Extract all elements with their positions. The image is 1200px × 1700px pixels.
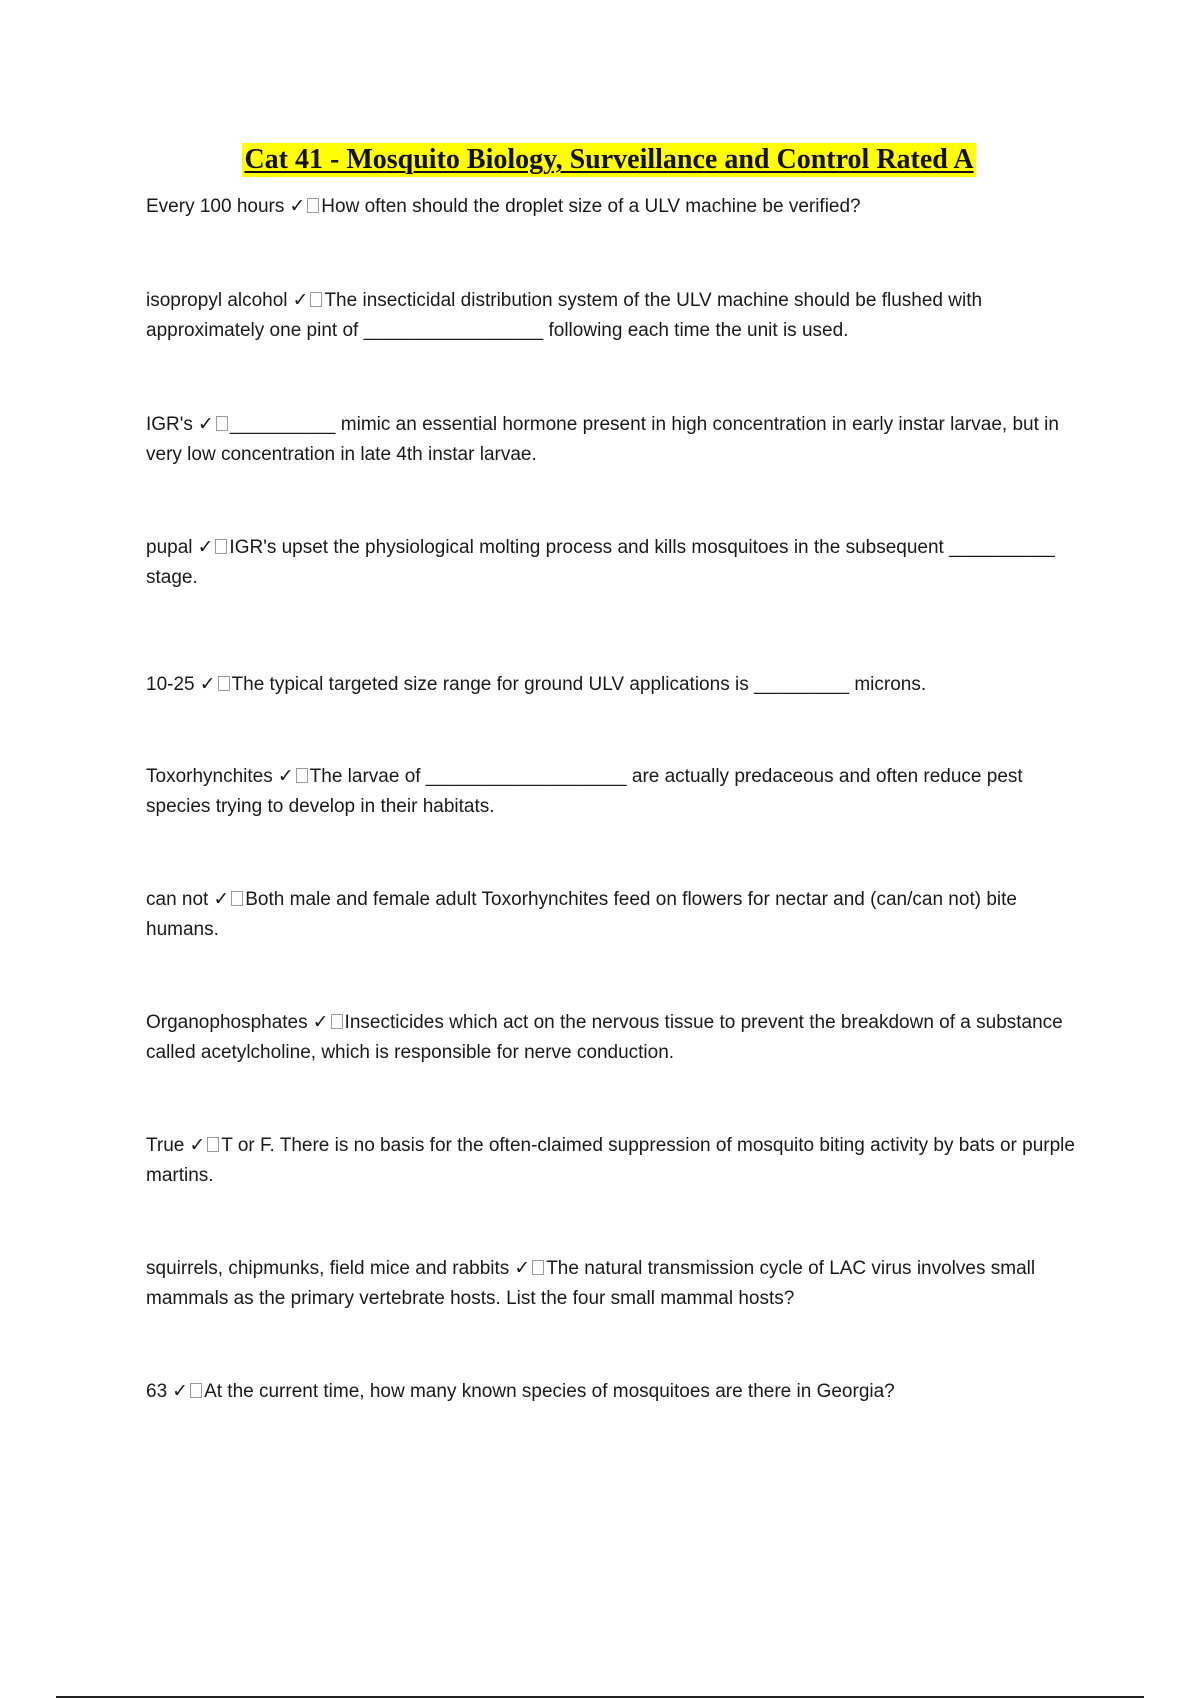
qa-item — [146, 410, 1091, 470]
qa-question: How often should the droplet size of a ULV machine be verified? — [321, 196, 861, 217]
qa-item — [146, 1377, 1091, 1407]
checkbox-box-icon — [218, 676, 230, 691]
qa-question: Insecticides which act on the nervous tissue to prevent the breakdown of a substance called acetylcholine, which is responsible for nerve conduction. — [146, 1012, 1063, 1063]
qa-question: The larvae of ___________________ are actually predaceous and often reduce pest species trying to develop in their habitats. — [146, 766, 1023, 817]
check-icon: ✓ — [312, 1012, 329, 1033]
checkbox-box-icon — [307, 198, 319, 213]
check-icon: ✓ — [197, 537, 214, 558]
check-icon: ✓ — [189, 1135, 206, 1156]
checkbox-box-icon — [532, 1260, 544, 1275]
checkbox-box-icon — [310, 292, 322, 307]
checkbox-box-icon — [190, 1383, 202, 1398]
qa-answer: Every 100 hours — [146, 196, 285, 217]
checkbox-box-icon — [216, 416, 228, 431]
qa-item — [146, 1254, 1091, 1314]
qa-answer: IGR's — [146, 414, 193, 435]
qa-answer: 63 — [146, 1381, 168, 1402]
qa-item — [146, 762, 1091, 822]
qa-item — [146, 670, 1091, 700]
qa-question: __________ mimic an essential hormone present in high concentration in early instar larvae, but in very low concentration in late 4th instar larvae. — [146, 414, 1059, 465]
checkbox-box-icon — [231, 891, 243, 906]
qa-answer: Organophosphates — [146, 1012, 308, 1033]
qa-answer: True — [146, 1135, 185, 1156]
qa-answer: Toxorhynchites — [146, 766, 273, 787]
title-container — [0, 143, 1200, 177]
check-icon: ✓ — [197, 414, 214, 435]
check-icon: ✓ — [289, 196, 306, 217]
qa-question: Both male and female adult Toxorhynchites feed on flowers for nectar and (can/can not) bite humans. — [146, 889, 1017, 940]
qa-question: IGR's upset the physiological molting process and kills mosquitoes in the subsequent __________ stage. — [146, 537, 1055, 588]
qa-item — [146, 192, 1091, 222]
page-title: Cat 41 - Mosquito Biology, Surveillance and Control Rated A — [244, 144, 974, 175]
qa-item — [146, 533, 1091, 593]
check-icon: ✓ — [213, 889, 230, 910]
qa-item — [146, 1131, 1091, 1191]
qa-answer: isopropyl alcohol — [146, 290, 288, 311]
qa-item — [146, 885, 1091, 945]
check-icon: ✓ — [277, 766, 294, 787]
qa-item — [146, 286, 1091, 346]
qa-answer: pupal — [146, 537, 193, 558]
checkbox-box-icon — [296, 768, 308, 783]
qa-question: T or F. There is no basis for the often-claimed suppression of mosquito biting activity by bats or purple martins. — [146, 1135, 1075, 1186]
qa-answer: can not — [146, 889, 209, 910]
checkbox-box-icon — [207, 1137, 219, 1152]
check-icon: ✓ — [199, 674, 216, 695]
qa-answer: 10-25 — [146, 674, 195, 695]
qa-question: The insecticidal distribution system of the ULV machine should be flushed with approximately one pint of _________________ following each time the unit is used. — [146, 290, 983, 341]
qa-question: At the current time, how many known species of mosquitoes are there in Georgia? — [204, 1381, 895, 1402]
qa-question: The natural transmission cycle of LAC virus involves small mammals as the primary vertebrate hosts. List the four small mammal hosts? — [146, 1258, 1036, 1309]
check-icon: ✓ — [292, 290, 309, 311]
checkbox-box-icon — [331, 1014, 343, 1029]
check-icon: ✓ — [172, 1381, 189, 1402]
check-icon: ✓ — [514, 1258, 531, 1279]
qa-item — [146, 1008, 1091, 1068]
footer-divider — [56, 1696, 1144, 1698]
qa-question: The typical targeted size range for ground ULV applications is _________ microns. — [231, 674, 927, 695]
checkbox-box-icon — [215, 539, 227, 554]
qa-answer: squirrels, chipmunks, field mice and rabbits — [146, 1258, 510, 1279]
